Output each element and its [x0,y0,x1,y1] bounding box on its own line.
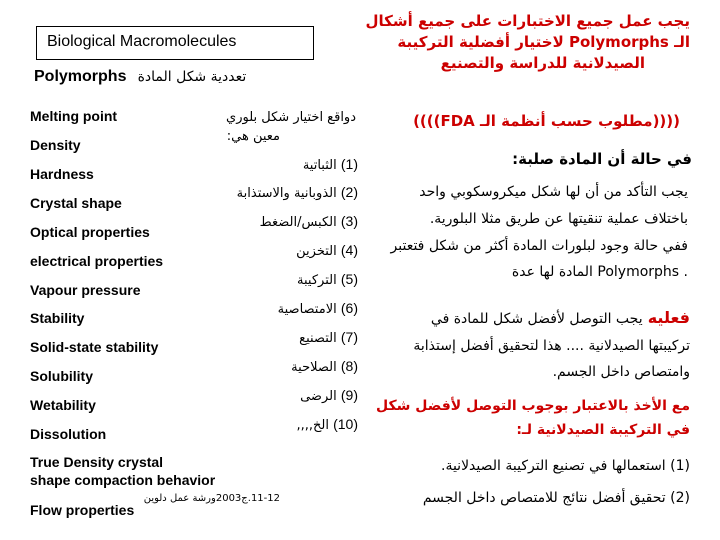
property-item: Solubility [30,368,93,384]
para2-line-1: فعليه يجب التوصل لأفضل شكل للمادة في [430,308,690,327]
property-item: Stability [30,310,85,326]
para1-line: ففي حالة وجود لبلورات المادة أكثر من شكل فتعتبر [390,238,688,254]
right-title-3: الصيدلانية للدراسة والتصنيع [440,54,645,72]
polymorphs-en: Polymorphs [34,68,127,85]
polymorphs-ar: تعددية شكل المادة [137,69,247,85]
para1-line: . Polymorphs المادة لها عدة [511,264,688,280]
property-item: Melting point [30,108,118,124]
reason-item: (10) الخ,,,, [296,416,358,433]
reasons-heading-1: دواقع اختيار شكل بلوري [226,110,356,125]
polymorphs-line [34,66,246,86]
bottom-line-1: True Density crystal [30,454,164,470]
bottom-line-2: shape compaction behavior [30,472,216,488]
property-item: Vapour pressure [30,282,141,298]
para1-line: يجب التأكد من أن لها شكل ميكروسكوبي واحد [419,184,688,200]
property-item: Wetability [30,397,96,413]
list-item-2: (2) تحقيق أفضل نتائج للامتصاص داخل الجسم [422,490,690,506]
para2-lead: فعليه [647,308,690,327]
right-title-1: يجب عمل جميع الاختبارات على جميع أشكال [365,12,690,30]
reason-item: (9) الرضى [300,387,358,404]
footer-note: 11-12.ج2003ورشة عمل دلوين [143,493,280,504]
property-item: Optical properties [30,224,150,240]
para2-line: تركيبتها الصيدلانية .... هذا لتحقيق أفضل إستذابة [413,338,690,354]
solid-heading: في حالة أن المادة صلبة: [512,150,692,168]
reason-item: (3) الكبس/الضغط [259,213,358,230]
title-box [36,26,314,60]
reasons-heading-2: معين هي: [226,129,280,144]
red-note-2: في التركيبة الصيدلانية لـ: [516,422,690,438]
para1-line: باختلاف عملية تنقيتها عن طريق مثلا البلورية. [429,211,688,227]
reason-item: (4) التخزين [296,242,358,259]
property-item: Crystal shape [30,195,122,211]
reason-item: (5) التركيبة [297,271,358,288]
reason-item: (6) الامتصاصية [277,300,358,317]
para2-line: وامتصاص داخل الجسم. [552,364,690,380]
box-title: Biological Macromolecules [47,33,237,50]
property-item: Hardness [30,166,94,182]
property-item: Dissolution [30,426,107,442]
property-item: Density [30,137,81,153]
reason-item: (8) الصلاحية [291,358,358,375]
fda-line: ((((مطلوب حسب أنظمة الـ FDA)))) [413,112,680,130]
bottom-line-3: Flow properties [30,502,135,518]
right-title-2: الـ Polymorphs لاختيار أفضلية التركيبة [397,33,690,51]
property-item: electrical properties [30,253,164,269]
reason-item: (1) الثباتية [302,156,358,173]
list-item-1: (1) استعمالها في تصنيع التركيبة الصيدلانية. [441,458,690,474]
reason-item: (7) التصنيع [299,329,358,346]
property-item: Solid-state stability [30,339,159,355]
reason-item: (2) الذوبانية والاستذابة [236,184,358,201]
red-note-1: مع الأخذ بالاعتبار بوجوب التوصل لأفضل شكل [376,398,690,414]
